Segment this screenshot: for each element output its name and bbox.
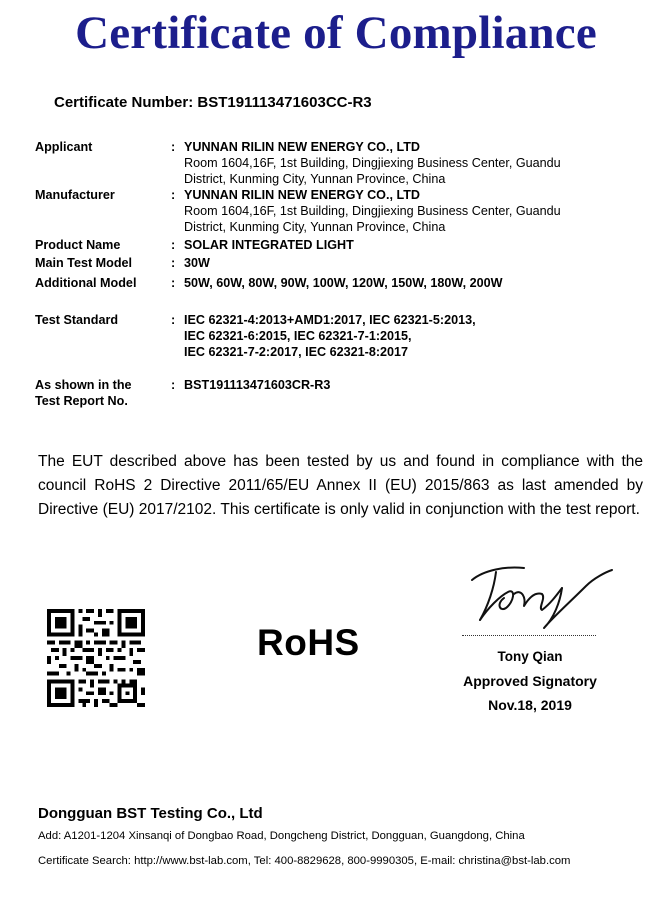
signature-image xyxy=(466,558,616,630)
test-report-label xyxy=(35,377,167,409)
signatory-name: Tony Qian xyxy=(497,649,563,664)
applicant-name: YUNNAN RILIN NEW ENERGY CO., LTD xyxy=(184,140,421,154)
manufacturer-address-line1: Room 1604,16F, 1st Building, Dingjiexing Business Center, Guandu xyxy=(184,204,561,218)
field-colon: : xyxy=(171,276,176,290)
test-report-number: BST191113471603CR-R3 xyxy=(184,378,331,392)
test-report-label-line1: As shown in the xyxy=(35,378,132,392)
additional-model-value xyxy=(184,275,624,291)
manufacturer-address-line2: District, Kunming City, Yunnan Province, China xyxy=(184,220,446,234)
test-report-label-line2: Test Report No. xyxy=(35,394,128,408)
field-colon: : xyxy=(171,140,176,154)
test-standard-line1: IEC 62321-4:2013+AMD1:2017, IEC 62321-5:2013, xyxy=(184,313,476,327)
additional-model-text: 50W, 60W, 80W, 90W, 100W, 120W, 150W, 180W, 200W xyxy=(184,276,503,290)
test-report-value xyxy=(184,377,624,393)
test-standard-label: Test Standard xyxy=(35,313,119,327)
manufacturer-label: Manufacturer xyxy=(35,188,115,202)
compliance-statement: The EUT described above has been tested by us and found in compliance with the council RoHS 2 Directive 2011/65/EU Annex II (EU) 2015/863 as last amended by Directive (EU) 2017/2102. This certificate is only valid in conjunction with the test report. xyxy=(38,453,643,518)
rohs-logo: RoHS xyxy=(257,622,360,663)
manufacturer-value xyxy=(184,187,624,235)
test-standard-line3: IEC 62321-7-2:2017, IEC 62321-8:2017 xyxy=(184,345,409,359)
signatory-role: Approved Signatory xyxy=(463,673,597,689)
field-colon: : xyxy=(171,256,176,270)
field-colon: : xyxy=(171,313,176,327)
signature-line xyxy=(462,635,596,636)
field-colon: : xyxy=(171,188,176,202)
main-test-model-text: 30W xyxy=(184,256,210,270)
field-colon: : xyxy=(171,238,176,252)
main-test-model-label: Main Test Model xyxy=(35,256,133,270)
certificate-search-label: Certificate Search: xyxy=(38,855,131,867)
certificate-title: Certificate of Compliance xyxy=(75,7,597,59)
applicant-label: Applicant xyxy=(35,140,93,154)
product-name-text: SOLAR INTEGRATED LIGHT xyxy=(184,238,354,252)
manufacturer-name: YUNNAN RILIN NEW ENERGY CO., LTD xyxy=(184,188,421,202)
qr-code-icon xyxy=(47,609,145,707)
applicant-value xyxy=(184,139,624,187)
signature-date: Nov.18, 2019 xyxy=(488,697,572,713)
product-name-label: Product Name xyxy=(35,238,121,252)
main-test-model-value xyxy=(184,255,624,271)
certificate-number: Certificate Number: BST191113471603CC-R3 xyxy=(54,94,372,111)
test-standard-line2: IEC 62321-6:2015, IEC 62321-7-1:2015, xyxy=(184,329,412,343)
applicant-address-line1: Room 1604,16F, 1st Building, Dingjiexing Business Center, Guandu xyxy=(184,156,561,170)
applicant-address-line2: District, Kunming City, Yunnan Province, China xyxy=(184,172,446,186)
field-colon: : xyxy=(171,378,176,392)
certificate-search-details: http://www.bst-lab.com, Tel: 400-8829628, 800-9990305, E-mail: christina@bst-lab.com xyxy=(130,855,571,867)
certificate-search xyxy=(38,855,570,867)
company-address: Add: A1201-1204 Xinsanqi of Dongbao Road, Dongcheng District, Dongguan, Guangdong, China xyxy=(38,830,525,842)
company-name: Dongguan BST Testing Co., Ltd xyxy=(38,805,263,822)
product-name-value xyxy=(184,237,624,253)
additional-model-label: Additional Model xyxy=(35,276,137,290)
test-standard-value xyxy=(184,312,624,360)
